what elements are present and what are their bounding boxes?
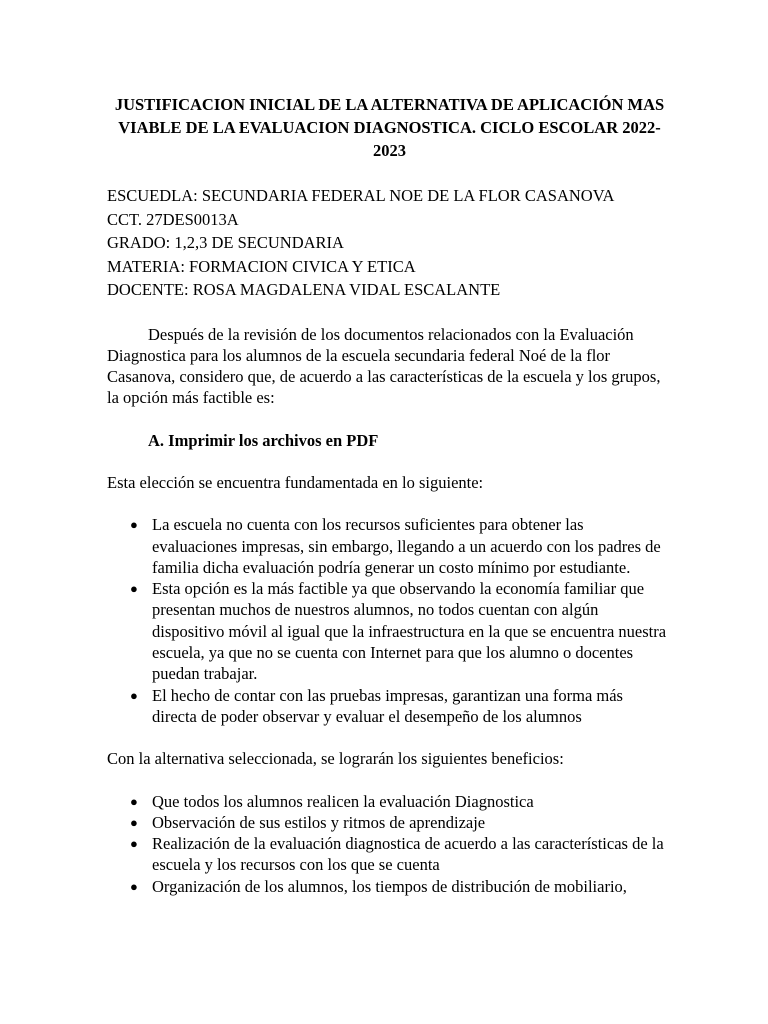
list-item-text: El hecho de contar con las pruebas impresas, garantizan una forma más directa de poder observar y evaluar el desempeño de los alumnos: [152, 685, 623, 726]
document-meta: [107, 184, 668, 302]
intro-paragraph: Después de la revisión de los documentos relacionados con la Evaluación Diagnostica para los alumnos de la escuela secundaria federal Noé de la flor Casanova, considero que, de acuerdo a las características de la escuela y los grupos, la opción más factible es:: [107, 324, 661, 408]
list-item: [130, 812, 668, 833]
list-item-text: Realización de la evaluación diagnostica de acuerdo a las características de la escuela y los recursos con los que se cuenta: [152, 834, 664, 875]
basis-intro: Esta elección se encuentra fundamentada en lo siguiente:: [107, 472, 484, 492]
bullet-dot-icon: ●: [130, 581, 138, 597]
list-item: [130, 876, 668, 897]
bullet-dot-icon: ●: [130, 814, 138, 830]
list-item-text: Observación de sus estilos y ritmos de aprendizaje: [152, 812, 486, 832]
benefits-list: [107, 791, 668, 897]
list-item: [130, 514, 668, 578]
list-item: [130, 791, 668, 812]
benefits-intro: Con la alternativa seleccionada, se lograrán los siguientes beneficios:: [107, 749, 564, 769]
list-item-text: La escuela no cuenta con los recursos suficientes para obtener las evaluaciones impresas, sin embargo, llegando a un acuerdo con los padres de familia dicha evaluación podría generar un costo mínimo por estudiante.: [152, 515, 661, 577]
list-item-text: Que todos los alumnos realicen la evaluación Diagnostica: [152, 791, 534, 811]
meta-school: ESCUEDLA: SECUNDARIA FEDERAL NOE DE LA FLOR CASANOVA: [107, 186, 615, 205]
bullet-dot-icon: ●: [130, 836, 138, 852]
meta-cct: CCT. 27DES0013A: [107, 209, 239, 229]
meta-subject: MATERIA: FORMACION CIVICA Y ETICA: [107, 256, 416, 276]
bullet-dot-icon: ●: [130, 878, 138, 894]
list-item-text: Organización de los alumnos, los tiempos de distribución de mobiliario,: [152, 876, 627, 896]
list-item-text: Esta opción es la más factible ya que observando la economía familiar que presentan muchos de nuestros alumnos, no todos cuentan con algún dispositivo móvil al igual que la infraestructura en la que se encuentra nuestra escuela, ya que no se cuenta con Internet para que los alumno o docentes puedan trabajar.: [152, 579, 667, 684]
basis-list: [107, 514, 668, 727]
list-item: [130, 685, 668, 728]
bullet-dot-icon: ●: [130, 793, 138, 809]
document-title: JUSTIFICACION INICIAL DE LA ALTERNATIVA DE APLICACIÓN MAS VIABLE DE LA EVALUACION DIAGNOSTICA. CICLO ESCOLAR 2022-2023: [114, 95, 665, 160]
bullet-dot-icon: ●: [130, 687, 138, 703]
meta-grade: GRADO: 1,2,3 DE SECUNDARIA: [107, 233, 344, 252]
bullet-dot-icon: ●: [130, 517, 138, 533]
meta-teacher: DOCENTE: ROSA MAGDALENA VIDAL ESCALANTE: [107, 280, 501, 299]
selected-option: A. Imprimir los archivos en PDF: [148, 430, 379, 450]
list-item: [130, 578, 668, 684]
list-item: [130, 833, 668, 876]
